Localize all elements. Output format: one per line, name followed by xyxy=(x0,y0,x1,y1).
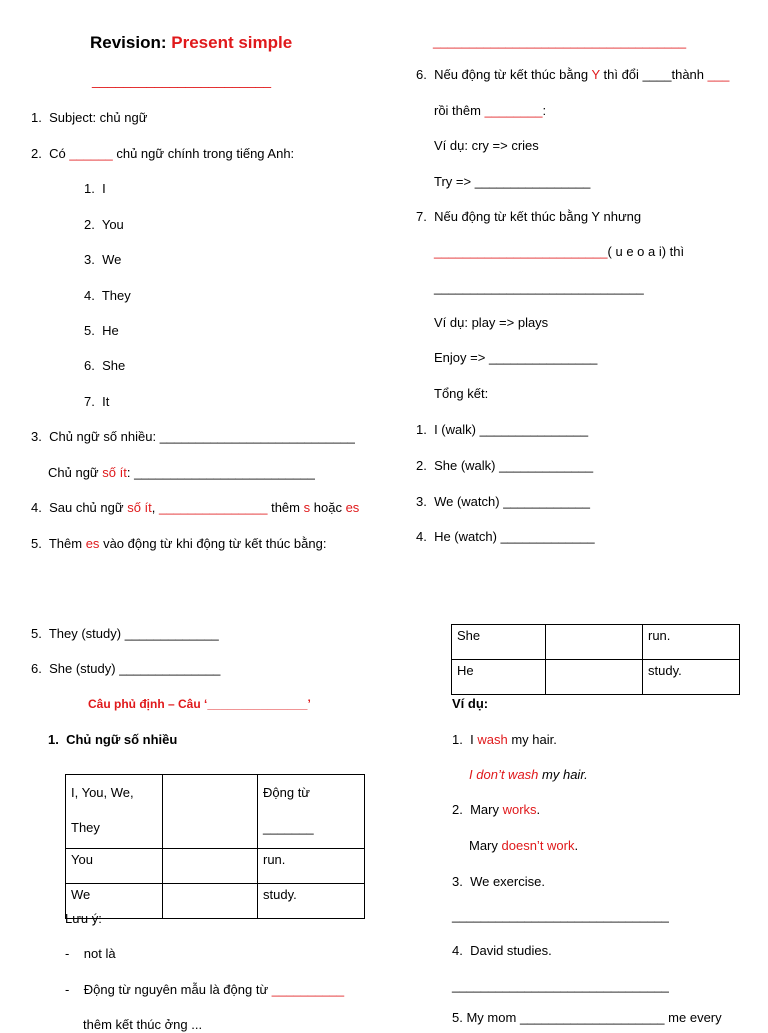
item-text: We (watch) xyxy=(434,494,500,509)
item-number: 4. xyxy=(416,529,427,544)
item-number: 6. xyxy=(84,358,95,373)
item-4 xyxy=(31,500,359,516)
summary-2 xyxy=(416,458,593,474)
item-text: David studies. xyxy=(470,943,552,958)
fill-blank[interactable]: _______________ xyxy=(207,697,308,711)
item-text: Enjoy => xyxy=(434,350,486,365)
summary-3 xyxy=(416,494,590,510)
item-text: Try => xyxy=(434,174,472,189)
item-number: 4. xyxy=(452,943,463,958)
fill-blank[interactable]: _____________ xyxy=(499,458,594,473)
item-number: 3. xyxy=(416,494,427,509)
fill-blank[interactable]: ______________ xyxy=(119,661,221,676)
item-number: 3. xyxy=(452,874,463,889)
right-top-blank[interactable]: ___________________________________ xyxy=(433,34,687,49)
note-2 xyxy=(65,982,344,998)
item-6-line2 xyxy=(434,103,546,119)
item-7-exercise xyxy=(434,350,597,366)
item-text: thêm xyxy=(271,500,300,515)
item-text: Thêm xyxy=(48,536,83,551)
highlight-text: works xyxy=(502,802,537,817)
summary-label: Tổng kết: xyxy=(434,386,489,401)
table-cell: run. xyxy=(258,849,365,884)
item-text: He (watch) xyxy=(434,529,497,544)
example-2 xyxy=(452,802,540,818)
table-cell: You xyxy=(66,849,163,884)
item-text: rồi thêm xyxy=(434,103,481,118)
item-text: They (study) xyxy=(48,626,122,641)
table-row xyxy=(452,625,740,660)
highlight-text: số ít xyxy=(127,500,152,515)
item-number: 1. xyxy=(84,181,95,196)
page-title xyxy=(90,33,292,53)
fill-blank[interactable]: ________ xyxy=(484,103,543,118)
item-text: She (study) xyxy=(49,661,116,676)
pronoun-text: You xyxy=(101,217,124,232)
item-text: We exercise. xyxy=(470,874,545,889)
item-text: my hair. xyxy=(542,767,588,782)
pronoun-text: I xyxy=(102,181,106,196)
title-blank: _______________________ xyxy=(92,72,272,88)
item-number: 2. xyxy=(452,802,463,817)
item-3 xyxy=(31,429,355,445)
item-7-example: Ví dụ: play => plays xyxy=(434,315,549,330)
item-text: chủ ngữ chính trong tiếng Anh: xyxy=(116,146,295,161)
item-number: 2. xyxy=(416,458,427,473)
fill-blank[interactable]: ____ xyxy=(642,67,672,82)
summary-1 xyxy=(416,422,588,438)
item-number: 7. xyxy=(84,394,95,409)
item-number: 3. xyxy=(84,252,95,267)
item-number: 1. xyxy=(31,110,42,125)
title-topic: Present simple xyxy=(171,33,293,52)
item-6-she xyxy=(31,661,220,677)
item-number: 2. xyxy=(84,217,95,232)
item-number: 5. xyxy=(31,626,42,641)
pronoun-3 xyxy=(84,252,121,268)
fill-blank[interactable]: _______________ xyxy=(488,350,598,365)
note-3 xyxy=(83,1017,202,1033)
table-cell: I, You, We, They xyxy=(66,775,163,849)
item-text: , xyxy=(151,500,156,515)
fill-blank[interactable]: _____________ xyxy=(124,626,219,641)
example-4-blank[interactable]: ______________________________ xyxy=(452,978,669,993)
fill-blank[interactable]: _________________________ xyxy=(134,465,315,480)
item-number: 4. xyxy=(84,288,95,303)
example-3-blank[interactable]: ______________________________ xyxy=(452,908,669,923)
item-7-line3[interactable]: _____________________________ xyxy=(434,280,644,295)
example-4 xyxy=(452,943,552,959)
negative-heading xyxy=(88,696,311,712)
table-cell: We xyxy=(66,884,163,919)
pronoun-text: It xyxy=(102,394,110,409)
heading-text: ’ xyxy=(307,697,311,711)
item-number: 3. xyxy=(31,429,42,444)
item-text: Subject: chủ ngữ xyxy=(49,110,148,125)
item-6 xyxy=(416,67,729,83)
plural-subject-table xyxy=(65,774,365,919)
table-cell: He xyxy=(452,660,546,695)
item-text: She (walk) xyxy=(434,458,496,473)
item-number: 5. xyxy=(31,536,42,551)
summary-4 xyxy=(416,529,595,545)
table-cell: Động từ _______ xyxy=(258,775,365,849)
item-text: Chủ ngữ xyxy=(48,465,99,480)
fill-blank[interactable]: _____________ xyxy=(500,529,595,544)
bullet: - xyxy=(65,982,70,997)
item-2 xyxy=(31,146,294,162)
fill-blank[interactable]: ___________________________ xyxy=(159,429,355,444)
table-row xyxy=(66,884,365,919)
example-1 xyxy=(452,732,557,748)
item-number: 1. xyxy=(416,422,427,437)
fill-blank[interactable]: _______________ xyxy=(159,500,268,515)
fill-blank[interactable]: _______________ xyxy=(479,422,589,437)
pronoun-4 xyxy=(84,288,131,304)
example-1-negative xyxy=(469,767,588,783)
item-text: ( u e o a i) thì xyxy=(607,244,685,259)
item-text: Nếu động từ kết thúc bằng Y nhưng xyxy=(434,209,642,224)
item-number: 7. xyxy=(416,209,427,224)
table-cell: She xyxy=(452,625,546,660)
item-7 xyxy=(416,209,641,225)
highlight-text: don’t wash xyxy=(476,767,539,782)
pronoun-6 xyxy=(84,358,125,374)
highlight-text: doesn’t work xyxy=(501,838,575,853)
item-text: Chủ ngữ số nhiều: xyxy=(49,429,157,444)
item-text: I (walk) xyxy=(434,422,476,437)
item-3-singular xyxy=(48,465,315,481)
highlight-text: số ít xyxy=(102,465,127,480)
item-number: 1. xyxy=(48,732,59,747)
table-cell[interactable] xyxy=(546,660,643,695)
item-number: 1. xyxy=(452,732,463,747)
highlight-text: I xyxy=(469,767,473,782)
item-text: Có xyxy=(49,146,66,161)
item-number: 6. xyxy=(31,661,42,676)
note-label: Lưu ý: xyxy=(65,911,102,926)
item-text: Mary xyxy=(469,838,498,853)
plural-heading xyxy=(48,732,177,748)
item-text: I xyxy=(470,732,474,747)
item-number: 4. xyxy=(31,500,42,515)
table-row xyxy=(66,775,365,849)
example-label: Ví dụ: xyxy=(452,696,489,711)
heading-text: Chủ ngữ số nhiều xyxy=(66,732,178,747)
item-text: . xyxy=(536,802,541,817)
highlight-text: s xyxy=(303,500,311,515)
pronoun-text: She xyxy=(102,358,126,373)
table-cell: study. xyxy=(643,660,740,695)
fill-blank[interactable]: ________________________ xyxy=(434,244,608,259)
item-5-they xyxy=(31,626,219,642)
title-prefix: Revision: xyxy=(90,33,167,52)
item-text: my hair. xyxy=(511,732,557,747)
item-7-line2 xyxy=(434,244,684,260)
item-text: : xyxy=(126,465,131,480)
item-text: me every xyxy=(668,1010,722,1025)
item-number: 2. xyxy=(31,146,42,161)
item-text: Sau chủ ngữ xyxy=(49,500,124,515)
note-1 xyxy=(65,946,116,962)
item-text: Nếu động từ kết thúc bằng xyxy=(434,67,589,82)
pronoun-1 xyxy=(84,181,106,197)
table-row xyxy=(66,849,365,884)
note-text: thêm kết thúc ởng ... xyxy=(83,1017,203,1032)
pronoun-2 xyxy=(84,217,124,233)
item-6-exercise xyxy=(434,174,590,190)
highlight-text: Y xyxy=(591,67,600,82)
table-cell[interactable] xyxy=(546,625,643,660)
item-text: vào động từ khi động từ kết thúc bằng: xyxy=(103,536,327,551)
item-6-example: Ví dụ: cry => cries xyxy=(434,138,539,153)
item-text: : xyxy=(542,103,547,118)
table-cell[interactable] xyxy=(163,884,258,919)
highlight-text: wash xyxy=(477,732,508,747)
pronoun-text: He xyxy=(102,323,119,338)
note-text: not là xyxy=(83,946,116,961)
pronoun-5 xyxy=(84,323,119,339)
item-number: 6. xyxy=(416,67,427,82)
item-text: thì đổi xyxy=(603,67,639,82)
item-text: . xyxy=(574,838,579,853)
item-1 xyxy=(31,110,147,126)
fill-blank[interactable]: ____________________ xyxy=(519,1010,665,1025)
bullet: - xyxy=(65,946,70,961)
highlight-text: es xyxy=(85,536,100,551)
pronoun-text: They xyxy=(101,288,131,303)
fill-blank[interactable]: ___ xyxy=(707,67,730,82)
highlight-text: es xyxy=(345,500,360,515)
item-5 xyxy=(31,536,326,552)
item-text: hoặc xyxy=(313,500,342,515)
item-number: 5. xyxy=(84,323,95,338)
table-cell: run. xyxy=(643,625,740,660)
table-cell[interactable] xyxy=(163,849,258,884)
item-text: thành xyxy=(671,67,705,82)
fill-blank[interactable]: __________ xyxy=(271,982,345,997)
item-text: Mary xyxy=(470,802,499,817)
fill-blank[interactable]: ____________ xyxy=(503,494,590,509)
fill-blank[interactable]: ______ xyxy=(69,146,113,161)
pronoun-text: We xyxy=(102,252,122,267)
note-text: Động từ nguyên mẫu là động từ xyxy=(83,982,269,997)
fill-blank[interactable]: ________________ xyxy=(474,174,591,189)
item-number: 5. xyxy=(452,1010,463,1025)
item-text: My mom xyxy=(466,1010,517,1025)
table-cell[interactable] xyxy=(163,775,258,849)
example-3 xyxy=(452,874,545,890)
singular-subject-table xyxy=(451,624,740,695)
example-2-negative xyxy=(469,838,578,854)
table-row xyxy=(452,660,740,695)
table-cell: study. xyxy=(258,884,365,919)
pronoun-7 xyxy=(84,394,109,410)
heading-text: Câu phủ định – Câu ‘ xyxy=(88,697,208,711)
